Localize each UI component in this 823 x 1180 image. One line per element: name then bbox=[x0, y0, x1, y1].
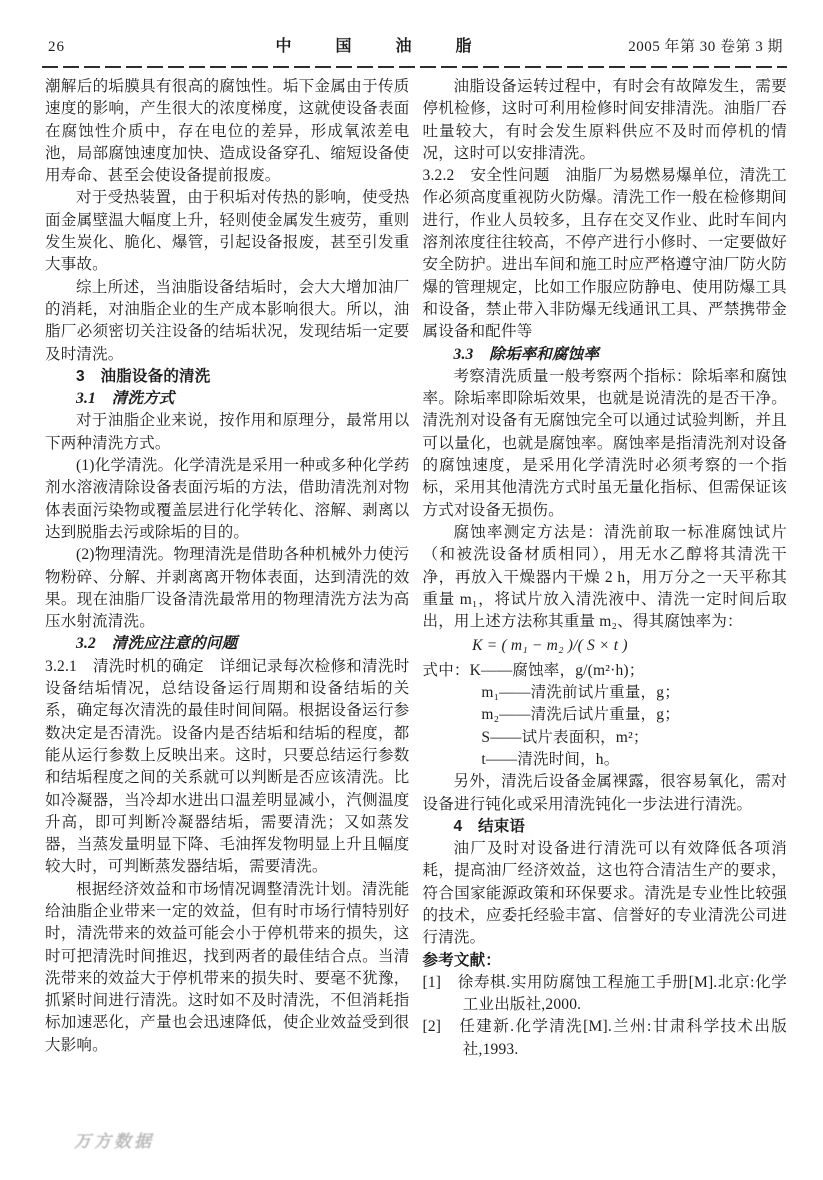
formula-where-line: t——清洗时间，h。 bbox=[481, 750, 620, 768]
page-header bbox=[48, 33, 783, 56]
reference-item: [1] 徐寿棋.实用防腐蚀工程施工手册[M].北京:化学工业出版社,2000. bbox=[422, 973, 787, 1014]
paragraph: 另外，清洗后设备金属裸露，很容易氧化，需对设备进行钝化或采用清洗钝化一步法进行清洗。 bbox=[422, 773, 787, 813]
journal-title: 中 国 油 脂 bbox=[275, 38, 486, 55]
paragraph: (2)物理清洗。物理清洗是借助各种机械外力使污物粉碎、分解、并剥离离开物体表面，达到清洗的效果。现在油脂厂设备清洗最常用的物理清洗方法为高压水射流清洗。 bbox=[45, 546, 410, 631]
section-heading-4: 4 结束语 bbox=[453, 817, 526, 835]
page-number: 26 bbox=[48, 39, 65, 55]
reference-item: [2] 任建新.化学清洗[M].兰州:甘肃科学技术出版社,1993. bbox=[422, 1018, 787, 1058]
formula-where-line: S——试片表面积，m²； bbox=[481, 728, 649, 746]
paragraph: (1)化学清洗。化学清洗是采用一种或多种化学药剂水溶液清除设备表面污垢的方法，借助清洗剂对物体表面污染物或覆盖层进行化学转化、溶解、剥离以达到脱脂去污或除垢的目的。 bbox=[45, 457, 410, 541]
formula-where-line: m₂——清洗后试片重量，g； bbox=[481, 706, 680, 724]
paragraph-3-2-1: 3.2.1 清洗时机的确定 详细记录每次检修和清洗时设备结垢情况，总结设备运行周期和设备结垢的关系，确定每次清洗的最佳时间间隔。根据设备运行参数决定是否清洗。设备内是否结垢和结垢的程度，都能从运行参数上反映出来。这时，只要总结运行参数和结垢程度之间的关系就可以判断是否应该清洗。比如冷凝器，当冷却水进出口温差明显减小，汽侧温度升高，即可判断冷凝器结垢，需要清洗；又如蒸发器，当蒸发量明显下降、毛油挥发物明显上升且幅度较大时，可判断蒸发器结垢，需要清洗。 bbox=[45, 657, 410, 876]
paragraph: 考察清洗质量一般考察两个指标：除垢率和腐蚀率。除垢率即除垢效果，也就是说清洗的是否干净。清洗剂对设备有无腐蚀完全可以通过试验判断，并且可以量化，也就是腐蚀率。腐蚀率是指清洗剂对设备的腐蚀速度，是采用化学清洗时必须考察的一个指标，采用其他清洗方式时虽无量化指标、但需保证该方式对设备无损伤。 bbox=[422, 367, 787, 519]
paragraph: 油脂设备运转过程中，有时会有故障发生，需要停机检修，这时可利用检修时间安排清洗。油脂厂吞吐量较大，有时会发生原料供应不及时而停机的情况，这时可以安排清洗。 bbox=[422, 78, 787, 162]
section-heading-3: 3 油脂设备的清洗 bbox=[76, 367, 211, 385]
paragraph: 综上所述，当油脂设备结垢时，会大大增加油厂的消耗，对油脂企业的生产成本影响很大。所以，油脂厂必须密切关注设备的结垢状况，发现结垢一定要及时清洗。 bbox=[45, 278, 410, 363]
formula-where-line: m₁——清洗前试片重量，g； bbox=[481, 684, 680, 702]
paragraph: 根据经济效益和市场情况调整清洗计划。清洗能给油脂企业带来一定的效益，但有时市场行情特别好时，清洗带来的效益可能会小于停机带来的损失，这时可把清洗时间推迟，找到两者的最佳结合点。当清洗带来的效益大于停机带来的损失时、要毫不犹豫，抓紧时间进行清洗。这时如不及时清洗，不但消耗指标加速恶化，产量也会迅速降低，使企业效益受到很大影响。 bbox=[45, 880, 410, 1054]
formula-where-line: 式中：K——腐蚀率，g/(m²·h)； bbox=[422, 661, 645, 679]
two-column-body bbox=[45, 76, 787, 1061]
header-divider bbox=[42, 66, 787, 68]
wanfang-data-watermark: 万方数据 bbox=[74, 1132, 154, 1151]
left-column bbox=[45, 76, 410, 1061]
paragraph: 对于受热装置，由于积垢对传热的影响，使受热面金属壁温大幅度上升，轻则使金属发生疲劳，重则发生炭化、脆化、爆管，引起设备报废，甚至引发重大事故。 bbox=[45, 189, 410, 274]
paragraph: 对于油脂企业来说，按作用和原理分，最常用以下两种清洗方式。 bbox=[45, 412, 410, 452]
issue-info: 2005 年第 30 卷第 3 期 bbox=[628, 39, 783, 55]
subsection-heading-3-1: 3.1 清洗方式 bbox=[76, 390, 175, 408]
right-column bbox=[423, 76, 788, 1061]
paragraph-3-2-2: 3.2.2 安全性问题 油脂厂为易燃易爆单位，清洗工作必须高度重视防火防爆。清洗工作一般在检修期间进行，作业人员较多，且存在交叉作业、此时车间内溶剂浓度往往较高，不停产进行小修时、一定要做好安全防护。进出车间和施工时应严格遵守油厂防火防爆的管理规定，比如工作服应防静电、使用防爆工具和设备，禁止带入非防爆无线通讯工具、严禁携带金属设备和配件等 bbox=[422, 167, 787, 341]
subsection-heading-3-2: 3.2 清洗应注意的问题 bbox=[76, 635, 238, 653]
references-title: 参考文献： bbox=[422, 951, 502, 969]
subsection-heading-3-3: 3.3 除垢率和腐蚀率 bbox=[453, 345, 600, 363]
paragraph: 油厂及时对设备进行清洗可以有效降低各项消耗，提高油厂经济效益，这也符合清洁生产的要求，符合国家能源政策和环保要求。清洗是专业性比较强的技术，应委托经验丰富、信誉好的专业清洗公司进行清洗。 bbox=[422, 840, 787, 947]
paragraph-continuation: 潮解后的垢膜具有很高的腐蚀性。垢下金属由于传质速度的影响，产生很大的浓度梯度，这就使设备表面在腐蚀性介质中，存在电位的差异，形成氧浓差电池，局部腐蚀速度加快、造成设备穿孔、缩短设备使用寿命、甚至会使设备提前报废。 bbox=[45, 78, 410, 185]
corrosion-rate-formula: K = ( m₁ − m₂ )/( S × t ) bbox=[472, 637, 628, 655]
paragraph: 腐蚀率测定方法是：清洗前取一标准腐蚀试片（和被洗设备材质相同），用无水乙醇将其清洗干净，再放入干燥器内干燥 2 h，用万分之一天平称其重量 m₁，将试片放入清洗液中、清洗一定时间后取出，用上述方法称其重量 m₂、得其腐蚀率为： bbox=[422, 523, 787, 631]
